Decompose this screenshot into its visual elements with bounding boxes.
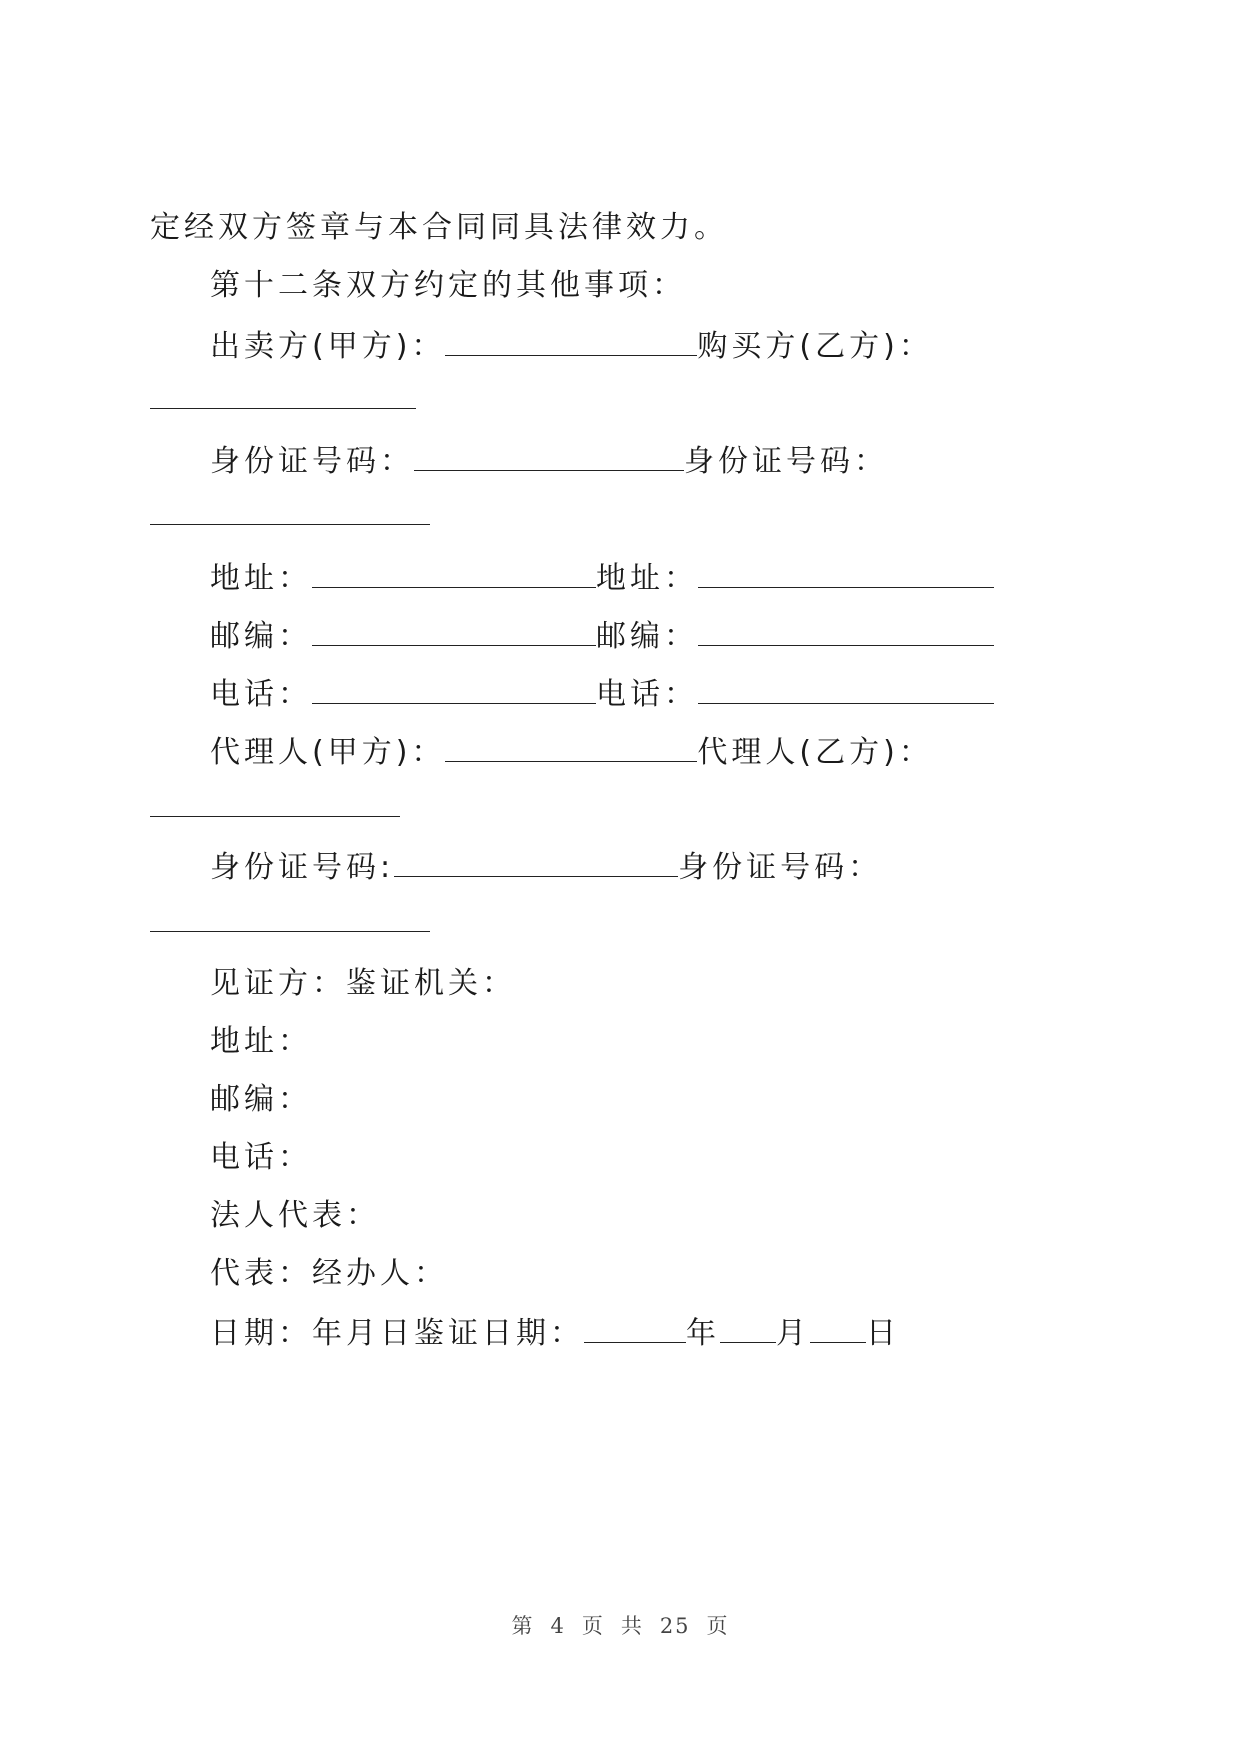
month-blank[interactable] [720,1312,776,1343]
seller-phone-label: 电话： [210,677,312,712]
date-prefix: 日期：年月日鉴证日期： [210,1316,584,1351]
seller-phone-blank[interactable] [312,673,596,704]
buyer-phone-label: 电话： [596,677,698,712]
agent-row [210,731,933,773]
day-label: 日 [866,1316,900,1351]
seller-id-label: 身份证号码： [210,444,414,479]
buyer-address-label: 地址： [596,561,698,596]
agent-id-label: 身份证号码: [210,850,395,885]
phone-row [210,673,994,715]
agent-id-label-2: 身份证号码： [678,850,883,885]
date-row [210,1312,900,1354]
witness-address: 地址： [210,1024,312,1059]
buyer-phone-blank[interactable] [698,673,994,704]
id-row-2 [210,846,882,888]
month-label: 月 [776,1316,810,1351]
buyer-agent-blank[interactable] [150,816,400,817]
witness-line: 见证方：鉴证机关： [210,966,516,1001]
agent-id-blank[interactable] [394,846,678,877]
buyer-label: 购买方(乙方)： [697,329,933,364]
seller-id-blank[interactable] [414,440,684,471]
seller-agent-label: 代理人(甲方)： [210,735,446,770]
buyer-agent-label: 代理人(乙方)： [697,735,933,770]
day-blank[interactable] [810,1312,866,1343]
buyer-id-blank[interactable] [150,524,430,525]
year-blank[interactable] [584,1312,686,1343]
seller-agent-blank[interactable] [445,731,697,762]
buyer-zip-blank[interactable] [698,615,994,646]
seller-address-blank[interactable] [312,557,596,588]
seller-zip-label: 邮编： [210,619,312,654]
seller-zip-blank[interactable] [312,615,596,646]
representative-handler: 代表：经办人： [210,1256,448,1291]
address-row [210,557,994,599]
seller-buyer-row [210,325,933,367]
agent-id-blank-2[interactable] [150,931,430,932]
buyer-address-blank[interactable] [698,557,994,588]
zip-row [210,615,994,657]
clause-12-heading: 第十二条双方约定的其他事项： [210,268,686,303]
witness-zip: 邮编： [210,1082,312,1117]
buyer-zip-label: 邮编： [596,619,698,654]
page-footer: 第 4 页 共 25 页 [511,1614,730,1638]
seller-blank[interactable] [445,325,697,356]
id-row-1 [210,440,888,482]
current-page: 4 [550,1614,566,1638]
seller-label: 出卖方(甲方)： [210,329,446,364]
legal-representative: 法人代表： [210,1198,380,1233]
total-pages: 25 [659,1614,691,1638]
seller-address-label: 地址： [210,561,312,596]
witness-phone: 电话： [210,1140,312,1175]
buyer-id-label: 身份证号码： [684,444,888,479]
buyer-blank[interactable] [150,408,416,409]
clause-continuation: 定经双方签章与本合同同具法律效力。 [150,210,728,245]
year-label: 年 [686,1316,720,1351]
